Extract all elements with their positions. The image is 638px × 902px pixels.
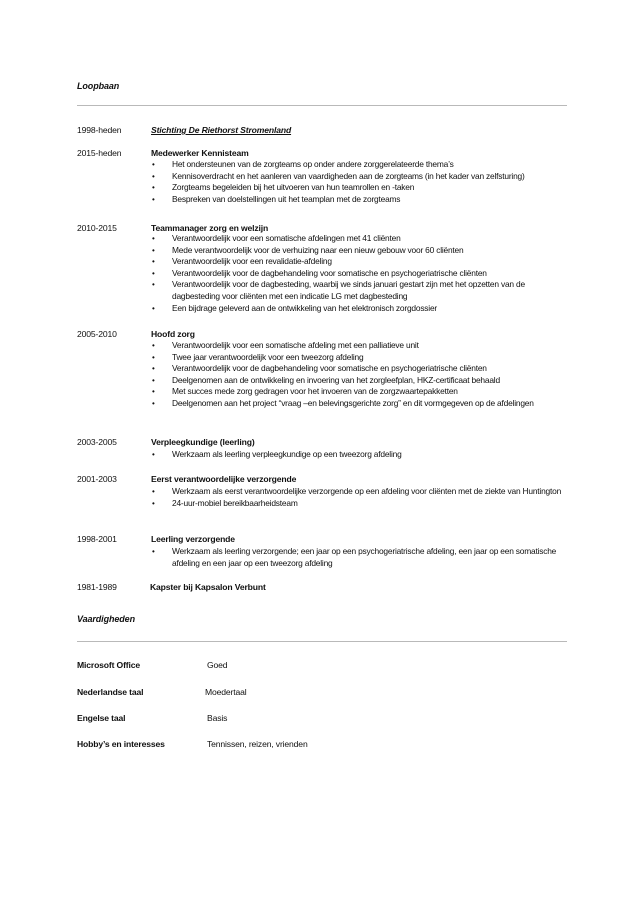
list-item: • Kennisoverdracht en het aanleren van vaardigheden aan de zorgteams (in het kader van zelfsturing)	[152, 170, 525, 181]
entry-role: Verpleegkundige (leerling)	[151, 437, 255, 447]
bullet-icon: •	[152, 364, 155, 374]
bullet-icon: •	[152, 387, 155, 397]
entry-role: Eerst verantwoordelijke verzorgende	[151, 474, 297, 484]
list-item: • Werkzaam als eerst verantwoordelijke verzorgende op een afdeling voor cliënten met de ziekte van Huntington	[152, 486, 562, 496]
skill-row	[77, 687, 567, 699]
entry-period: 2010-2015	[77, 223, 117, 233]
entry-period: 1998-heden	[77, 125, 122, 135]
skill-row	[77, 660, 567, 672]
list-item: • Verantwoordelijk voor een revalidatie-afdeling	[152, 256, 332, 267]
bullet-icon: •	[152, 234, 155, 243]
section-divider-loopbaan	[77, 105, 567, 106]
bullet-icon: •	[152, 341, 155, 350]
entry-period: 2005-2010	[77, 329, 117, 339]
list-item: • Met succes mede zorg gedragen voor het invoeren van de zorgzwaartepakketten	[152, 386, 458, 397]
skill-name: Nederlandse taal	[77, 687, 144, 697]
bullet-icon: •	[152, 498, 155, 508]
list-item: • Bespreken van doelstellingen uit het teamplan met de zorgteams	[152, 193, 401, 204]
skill-level: Basis	[207, 713, 228, 723]
list-item: • Verantwoordelijk voor de dagbehandeling voor somatische en psychogeriatrische cliënten	[152, 363, 487, 374]
entry-role: Kapster bij Kapsalon Verbunt	[150, 582, 266, 592]
list-item: • Het ondersteunen van de zorgteams op onder andere zorggerelateerde thema’s	[152, 159, 454, 169]
bullet-icon: •	[152, 245, 155, 255]
entry-bullet-list	[151, 486, 571, 509]
skill-row	[77, 713, 567, 725]
skill-name: Hobby’s en interesses	[77, 739, 165, 749]
entry-role: Hoofd zorg	[151, 329, 195, 339]
entry-organization: Stichting De Riethorst Stromenland	[151, 125, 292, 135]
entry-role: Leerling verzorgende	[151, 534, 235, 544]
list-item: • Werkzaam als leerling verzorgende; een jaar op een psychogeriatrische afdeling, een jaar op een somatische afdeling en een jaar op een tweezorg afdeling	[152, 546, 557, 568]
bullet-icon: •	[152, 375, 155, 385]
bullet-icon: •	[152, 194, 155, 204]
bullet-icon: •	[152, 352, 155, 362]
entry-period: 1981-1989	[77, 582, 117, 592]
section-divider-vaardigheden	[77, 641, 567, 642]
entry-period: 2015-heden	[77, 148, 122, 158]
entry-bullet-list	[151, 159, 571, 205]
section-title-vaardigheden: Vaardigheden	[77, 614, 135, 624]
list-item: • Verantwoordelijk voor een somatische afdelingen met 41 cliënten	[152, 233, 401, 243]
entry-bullet-list	[151, 449, 571, 461]
skill-level: Tennissen, reizen, vrienden	[207, 739, 308, 749]
skill-name: Engelse taal	[77, 713, 126, 723]
bullet-icon: •	[152, 547, 155, 556]
bullet-icon: •	[152, 171, 155, 181]
bullet-icon: •	[152, 280, 155, 290]
bullet-icon: •	[152, 268, 155, 278]
skill-row	[77, 739, 567, 751]
list-item: • Werkzaam als leerling verpleegkundige op een tweezorg afdeling	[152, 449, 402, 459]
bullet-icon: •	[152, 303, 155, 313]
list-item: • Verantwoordelijk voor de dagbesteding, waarbij we sinds januari gestart zijn met het opzetten van de dagbesteding voor cliënten met een indicatie LG met dagbesteding	[152, 279, 525, 301]
bullet-icon: •	[152, 160, 155, 169]
list-item: • Deelgenomen aan de ontwikkeling en invoering van het zorgleefplan, HKZ-certificaat behaald	[152, 374, 500, 385]
entry-bullet-list	[151, 546, 571, 569]
bullet-icon: •	[152, 398, 155, 408]
entry-period: 2001-2003	[77, 474, 117, 484]
skill-level: Moedertaal	[205, 687, 247, 697]
entry-bullet-list	[151, 340, 571, 410]
list-item: • Mede verantwoordelijk voor de verhuizing naar een nieuw gebouw voor 60 cliënten	[152, 244, 464, 255]
entry-bullet-list	[151, 233, 571, 314]
list-item: • Deelgenomen aan het project “vraag –en belevingsgerichte zorg” en dit vormgegeven op de afdelingen	[152, 397, 534, 408]
entry-period: 2003-2005	[77, 437, 117, 447]
list-item: • Zorgteams begeleiden bij het uitvoeren van hun teamrollen en -taken	[152, 182, 415, 193]
section-title-loopbaan: Loopbaan	[77, 81, 120, 91]
bullet-icon: •	[152, 183, 155, 193]
bullet-icon: •	[152, 487, 155, 496]
bullet-icon: •	[152, 450, 155, 459]
list-item: • 24-uur-mobiel bereikbaarheidsteam	[152, 497, 298, 508]
skill-level: Goed	[207, 660, 228, 670]
list-item: • Een bijdrage geleverd aan de ontwikkeling van het elektronisch zorgdossier	[152, 302, 438, 313]
list-item: • Verantwoordelijk voor een somatische afdeling met een palliatieve unit	[152, 340, 419, 350]
bullet-icon: •	[152, 257, 155, 267]
list-item: • Verantwoordelijk voor de dagbehandeling voor somatische en psychogeriatrische cliënten	[152, 267, 487, 278]
entry-role: Teammanager zorg en welzijn	[151, 223, 269, 233]
list-item: • Twee jaar verantwoordelijk voor een tweezorg afdeling	[152, 351, 364, 362]
entry-period: 1998-2001	[77, 534, 117, 544]
skill-name: Microsoft Office	[77, 660, 141, 670]
entry-role: Medewerker Kennisteam	[151, 148, 249, 158]
